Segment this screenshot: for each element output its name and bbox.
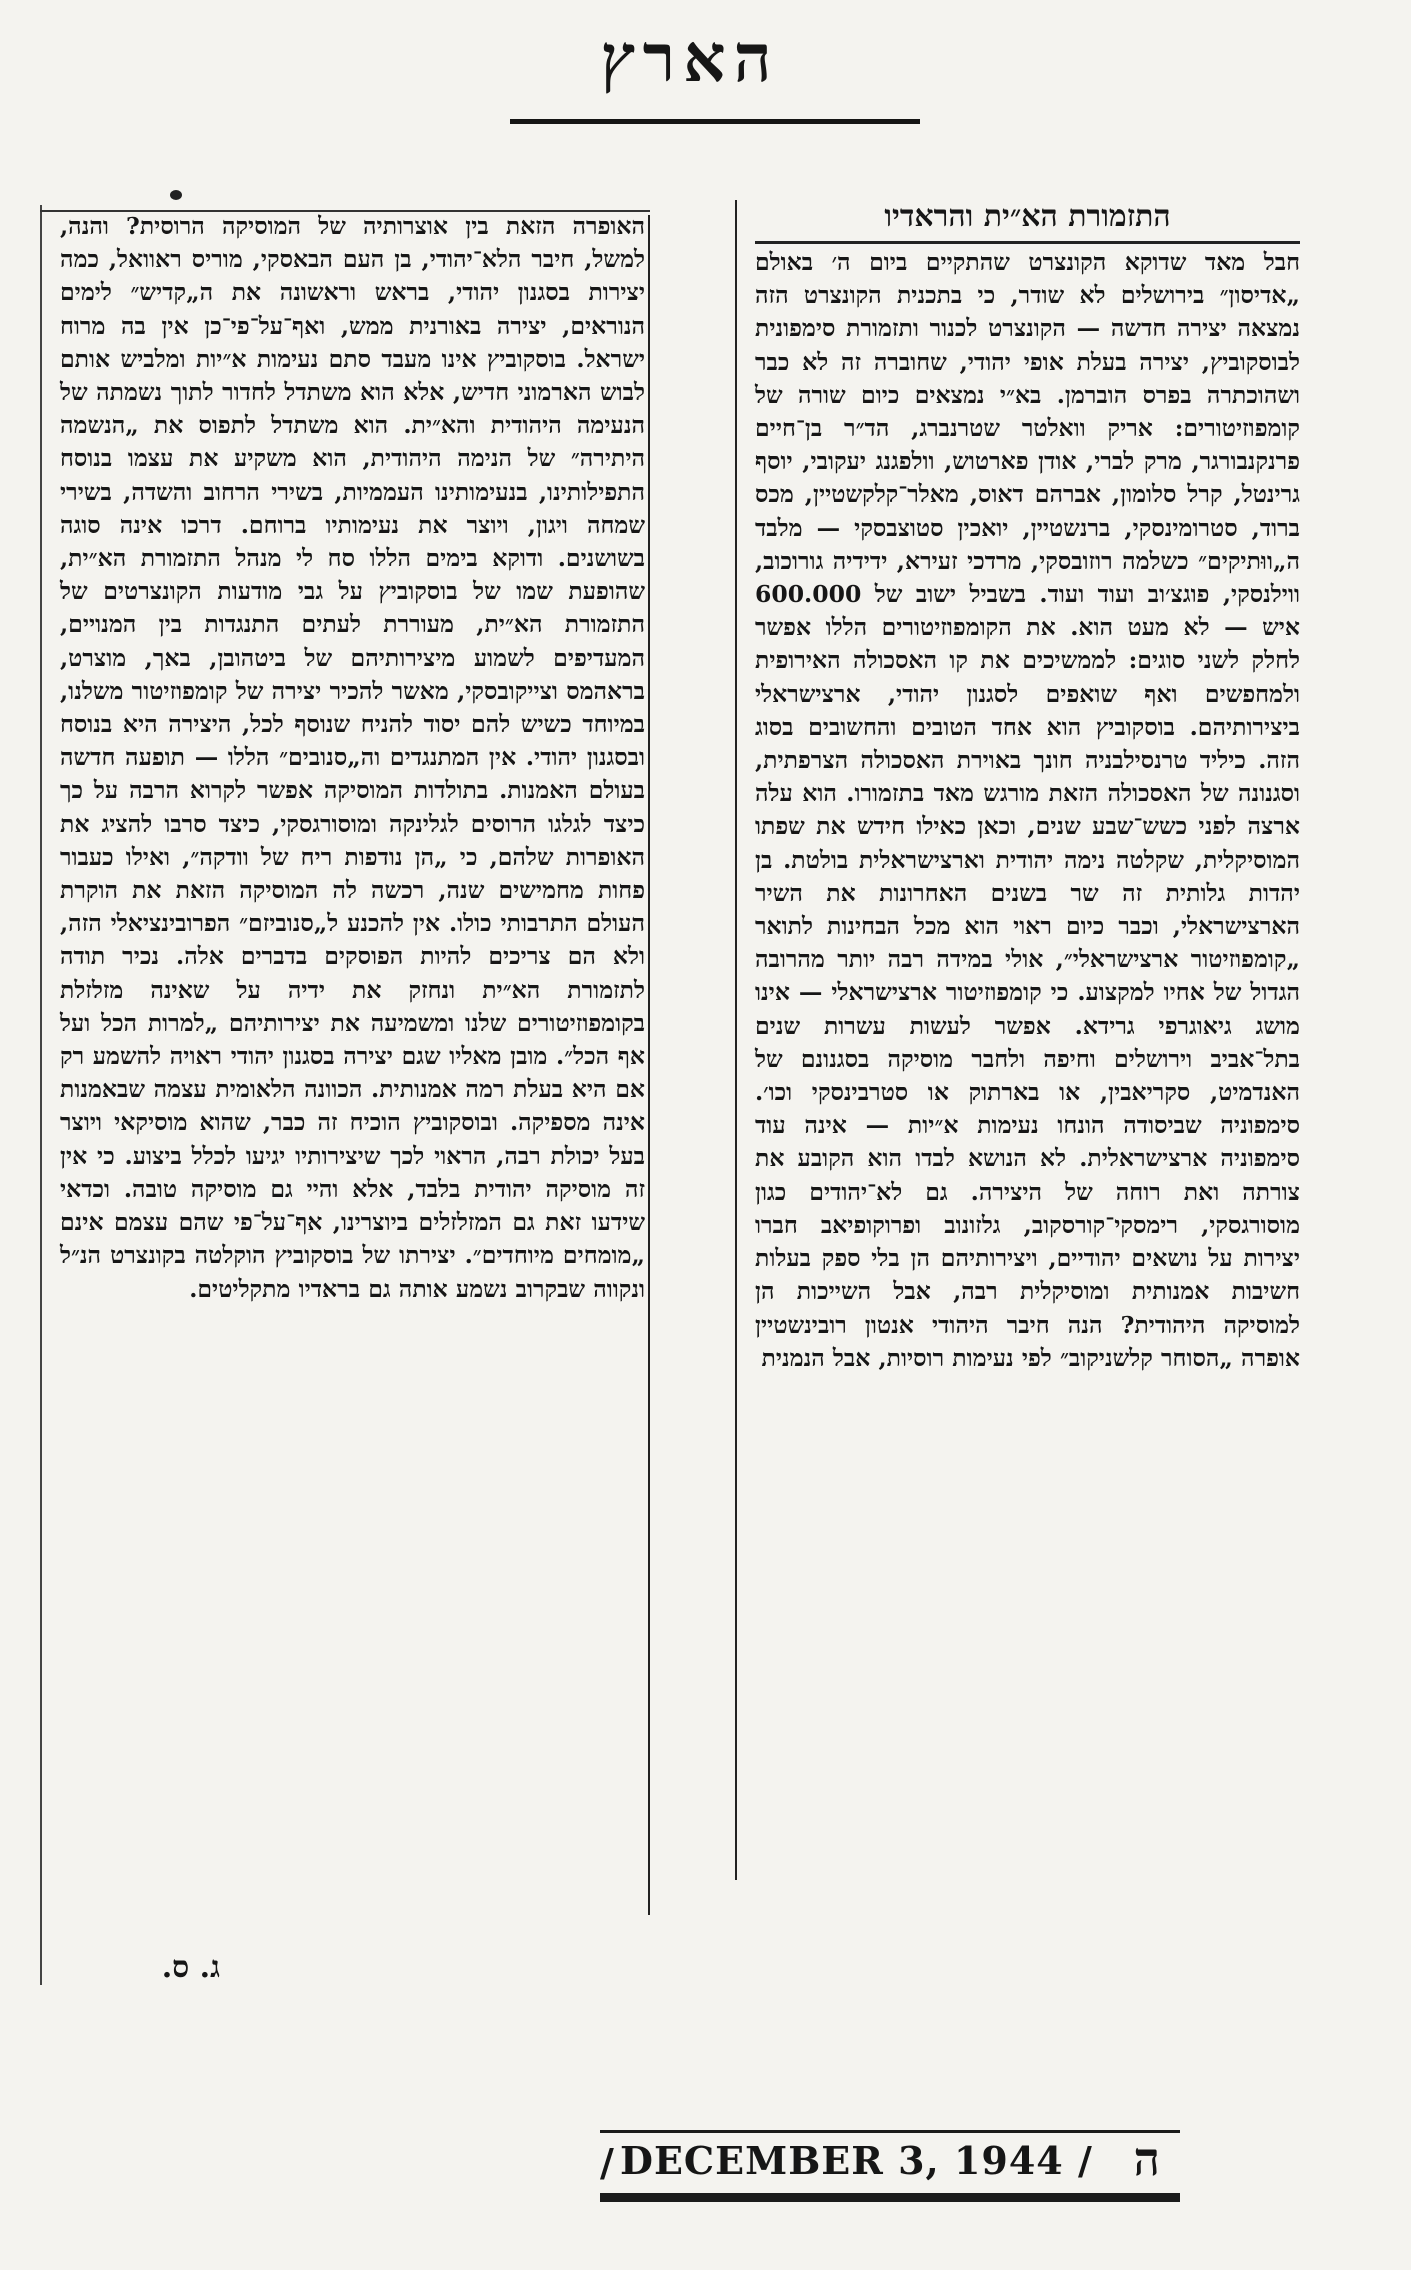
article-signature: ג. ס. xyxy=(161,1950,220,1985)
dateline-separator: / xyxy=(1077,2138,1093,2183)
dateline-letter: ה xyxy=(1133,2132,1160,2186)
dateline-date-text: DECEMBER 3, 1944 xyxy=(620,2138,1064,2183)
article-text-left: האופרה הזאת בין אוצרותיה של המוסיקה הרוסית? והנה, למשל, חיבר הלא־יהודי, בן העם הבאסקי, מוריס ראוואל, כמה יצירות בסגנון יהודי, בראש וראשונה את ה„קדיש״ לימים הנוראים, יצירה באורנית ממש, ואף־על־פי־כן אין בה מרוח ישראל. בוסקוביץ אינו מעבד סתם נעימות א״יות ומלביש אותם לבוש הארמוני חדיש, אלא הוא משתדל לחדור לתוך נשמתה של הנעימה היהודית והא״ית. הוא משתדל לתפוס את „הנשמה היתירה״ של הנימה היהודית, הוא משקיע את עצמו בנוסח התפילותינו, בנעימותינו העממיות, בשירי הרחוב והשדה, בשירי שמחה ויגון, ויוצר את נעימותיו ברוחם. דרכו אינה סוגה בשושנים. ודוקא בימים הללו סח לי מנהל התזמורת הא״ית, שהופעת שמו של בוסקוביץ על גבי מודעות הקונצרטים של התזמורת הא״ית, מעוררת לעתים התנגדות בין המנויים, המעדיפים לשמוע מיצירותיהם של ביטהובן, באך, מוצרט, בראהמס וצייקובסקי, מאשר להכיר יצירה של קומפוזיטור משלנו, במיוחד כשיש להם יסוד להניח שנוסף לכל, היצירה היא בנוסח ובסגנון יהודי. אין המתנגדים וה„סנובים״ הללו — תופעה חדשה בעולם האמנות. בתולדות המוסיקה אפשר לקרוא הרבה על כך כיצד לגלגו הרוסים לגלינקה ומוסורגסקי, כיצד סרבו להציג את האופרות שלהם, כי „הן נודפות ריח של וודקה״, ואילו כעבור פחות מחמישים שנה, רכשה לה המוסיקה הזאת את הוקרת העולם התרבותי כולו. אין להכנע ל„סנוביזם״ הפרובינציאלי הזה, ולא הם צריכים להיות הפוסקים בדברים אלה. נכיר תודה לתזמורת הא״ית ונחזק את ידיה על שאינה מזלזלת בקומפוזיטורים שלנו ומשמיעה את יצירותיהם „למרות הכל ועל אף הכל״. מובן מאליו שגם יצירה בסגנון יהודי ראויה להשמע רק אם היא בעלת רמה אמנותית. הכוונה הלאומית עצמה שבאמנות אינה מספיקה. ובוסקוביץ הוכיח זה כבר, שהוא מוסיקאי ויוצר בעל יכולת רבה, הראוי לכך שיצירותיו יגיעו לכלל ביצוע. כי אין זה מוסיקה יהודית בלבד, אלא והיי גם מוסיקה טובה. וכדאי שידעו זאת גם המזלזלים ביוצרינו, אף־על־פי שהם עצמם אינם „מומחים מיוחדים״. יצירתו של בוסקוביץ הוקלטה בקונצרט הנ״ל ונקווה שבקרוב נשמע אותה גם בראדיו מתקליטים. xyxy=(60,212,645,1303)
article-column-left xyxy=(60,210,645,1306)
masthead xyxy=(450,18,930,128)
newspaper-name: הארץ xyxy=(600,19,780,97)
dateline-date xyxy=(620,2138,1093,2183)
column-rule-outer xyxy=(40,205,42,1985)
column-rule-right xyxy=(735,200,737,1880)
column-rule-left xyxy=(648,215,650,1915)
masthead-rule xyxy=(510,119,920,124)
dateline-slash: / xyxy=(600,2140,614,2185)
ink-smudge xyxy=(170,190,182,200)
dateline xyxy=(600,2130,1180,2210)
article-text-right: חבל מאד שדוקא הקונצרט שהתקיים ביום ה׳ באולם „אדיסון״ בירושלים לא שודר, כי בתכנית הקונצרט הזה נמצאה יצירה חדשה — הקונצרט לכנור ותזמורת סימפונית לבוסקוביץ, יצירה בעלת אופי יהודי, שחוברה זה לא כבר ושהוכתרה בפרס הוברמן. בא״י נמצאים כיום שורה של קומפוזיטורים: אריק וואלטר שטרנברג, הד״ר בן־חיים פרנקנבורגר, מרק לברי, אודן פארטוש, וולפגנג יעקובי, יוסף גרינטל, קרל סלומון, אברהם דאוס, מאלר־קלקשטיין, מכס ברוד, סטרומינסקי, ברנשטיין, יואכין סטוצבסקי — מלבד ה„ווּתיקים״ כשלמה רוזובסקי, מרדכי זעירא, ידידיה גורוכוב, ווילנסקי, פוגצ׳וב ועוד ועוד. בשביל ישוב של 600.000 איש — לא מעט הוא. את הקומפוזיטורים הללו אפשר לחלק לשני סוגים: לממשיכים את קו האסכולה האירופית ולמחפשים ואף שואפים לסגנון יהודי, ארצישראלי ביצירותיהם. בוסקוביץ הוא אחד הטובים והחשובים בסוג הזה. כיליד טרנסילבניה חונך באוירת האסכולה הצרפתית, וסגנונה של האסכולה הזאת מורגש מאד בתזמורו. הוא עלה ארצה לפני כשש־שבע שנים, וכאן כאילו חידש את שפתו המוסיקלית, שקלטה נימה יהודית וארצישראלית בולטת. בן יהדות גלותית זה שר בשנים האחרונות את השיר הארצישראלי, וכבר כיום ראוי הוא מכל הבחינות לתואר „קומפוזיטור ארצישראלי״, אולי במידה רבה יותר מהרובה הגדול של אחיו למקצוע. כי קומפוזיטור ארצישראלי — אינו מושג גיאוגרפי גרידא. אפשר לעשות עשרות שנים בתל־אביב וירושלים וחיפה ולחבר מוסיקה בסגנונם של האנדמיט, סקריאבין, או בארתוק או סטרבינסקי וכו׳. סימפוניה שביסודה הונחו נעימות א״יות — אינה עוד סימפוניה ארצישראלית. לא הנושא לבדו הוא הקובע את צורתה ואת רוחה של היצירה. גם לא־יהודים כגון מוסורגסקי, רימסקי־קורסקוב, גלזונוב ופרוקופיאב חברו יצירות על נושאים יהודיים, ויצירותיהם הן בלי ספק בעלות חשיבות אמנותית ומוסיקלית רבה, אבל השייכות הן למוסיקה היהודית? הנה חיבר היהודי אנטון רובינשטיין אופרה „הסוחר קלשניקוב״ לפי נעימות רוסיות, אבל הנמנית xyxy=(755,248,1300,1372)
article-column-right xyxy=(755,195,1300,1375)
dateline-rule-top xyxy=(600,2130,1180,2133)
article-headline: התזמורת הא״ית והראדיו xyxy=(755,195,1300,244)
dateline-rule-bottom xyxy=(600,2193,1180,2202)
